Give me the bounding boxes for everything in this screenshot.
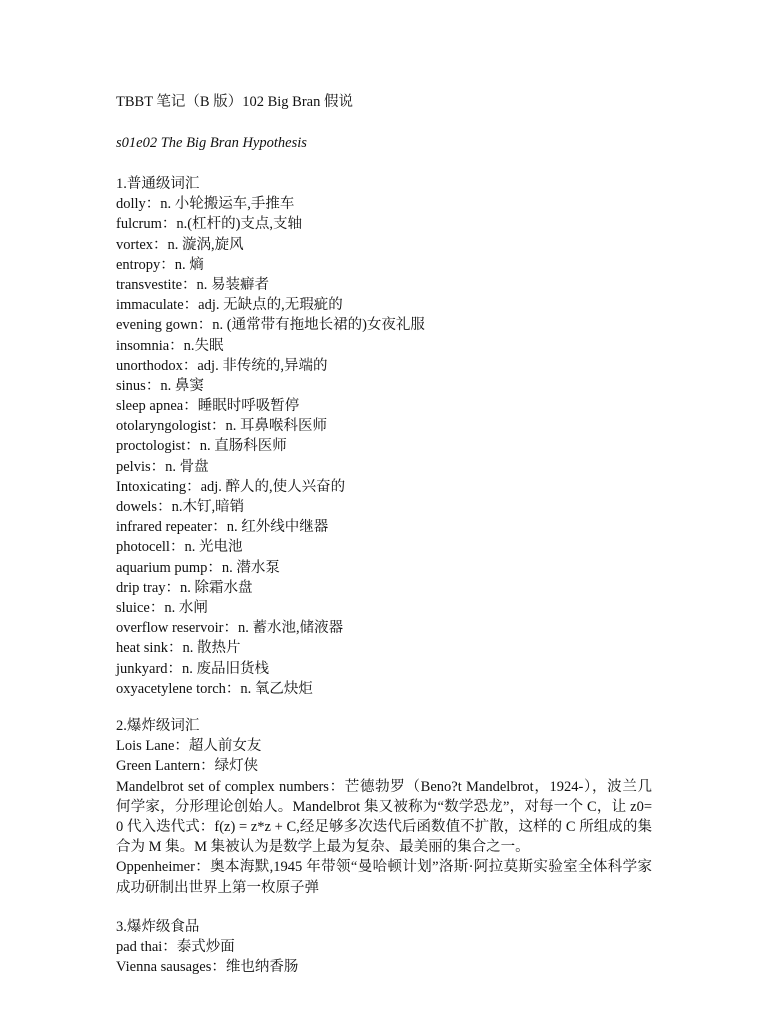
document-title: TBBT 笔记（B 版）102 Big Bran 假说 [116,94,353,110]
section-heading: 1.普通级词汇 [116,176,200,192]
vocab-entry: dolly：n. 小轮搬运车,手推车 [116,196,295,213]
vocab-entry: pad thai：泰式炒面 [116,939,235,956]
vocab-entry: Green Lantern：绿灯侠 [116,758,259,775]
vocab-entry: dowels：n.木钉,暗销 [116,499,245,515]
vocab-paragraph-mandelbrot: Mandelbrot set of complex numbers：芒德勃罗（Beno?t Mandelbrot，1924-），波兰几何学家，分形理论创始人。Mandelbrot 集又被称为“数学恐龙”，对每一个 C，让 z0=0 代入迭代式：f(z) = z*z + C,经足够多次迭代后函数值不扩散，这样的 C 所组成的集合为 M 集。M 集被认为是数学上最为复杂、最美丽的集合之一。 [116,778,652,856]
vocab-entry: vortex：n. 漩涡,旋风 [116,236,244,253]
vocab-entry: aquarium pump：n. 潜水泵 [116,559,280,576]
vocab-entry: oxyacetylene torch：n. 氧乙炔炬 [116,680,313,697]
vocab-entry: insomnia：n.失眠 [116,337,224,354]
vocab-entry: otolaryngologist：n. 耳鼻喉科医师 [116,418,328,435]
vocab-entry: entropy：n. 熵 [116,256,204,273]
section-general-vocabulary [116,174,652,699]
section-food-vocabulary [116,917,652,978]
vocab-paragraph-oppenheimer: Oppenheimer：奥本海默,1945 年带领“曼哈顿计划”洛斯·阿拉莫斯实验室全体科学家成功研制出世界上第一枚原子弹 [116,859,652,896]
vocab-entry: sinus：n. 鼻窦 [116,377,204,394]
vocab-entry: unorthodox：adj. 非传统的,异端的 [116,357,328,374]
section-advanced-vocabulary [116,716,652,898]
vocab-entry: Vienna sausages：维也纳香肠 [116,959,299,976]
vocab-entry: Lois Lane：超人前女友 [116,738,262,755]
vocab-entry: fulcrum：n.(杠杆的)支点,支轴 [116,216,303,233]
vocab-entry: overflow reservoir：n. 蓄水池,储液器 [116,620,344,637]
document-subtitle: s01e02 The Big Bran Hypothesis [116,135,307,151]
section-heading: 2.爆炸级词汇 [116,718,200,734]
vocab-entry: Intoxicating：adj. 醉人的,使人兴奋的 [116,478,346,495]
vocab-entry: immaculate：adj. 无缺点的,无瑕疵的 [116,297,343,314]
vocab-entry: sluice：n. 水闸 [116,599,208,616]
vocab-entry: pelvis：n. 骨盘 [116,458,209,475]
vocab-entry: sleep apnea：睡眠时呼吸暂停 [116,398,300,415]
vocab-entry: drip tray：n. 除霜水盘 [116,579,253,596]
vocab-entry: proctologist：n. 直肠科医师 [116,438,287,455]
vocab-entry: evening gown：n. (通常带有拖地长裙的)女夜礼服 [116,317,425,334]
vocab-entry: infrared repeater：n. 红外线中继器 [116,519,329,536]
vocab-entry: heat sink：n. 散热片 [116,640,241,657]
vocab-entry: transvestite：n. 易装癖者 [116,276,270,293]
section-heading: 3.爆炸级食品 [116,919,200,935]
vocab-entry: junkyard：n. 废品旧货栈 [116,660,270,677]
vocab-entry: photocell：n. 光电池 [116,539,243,556]
